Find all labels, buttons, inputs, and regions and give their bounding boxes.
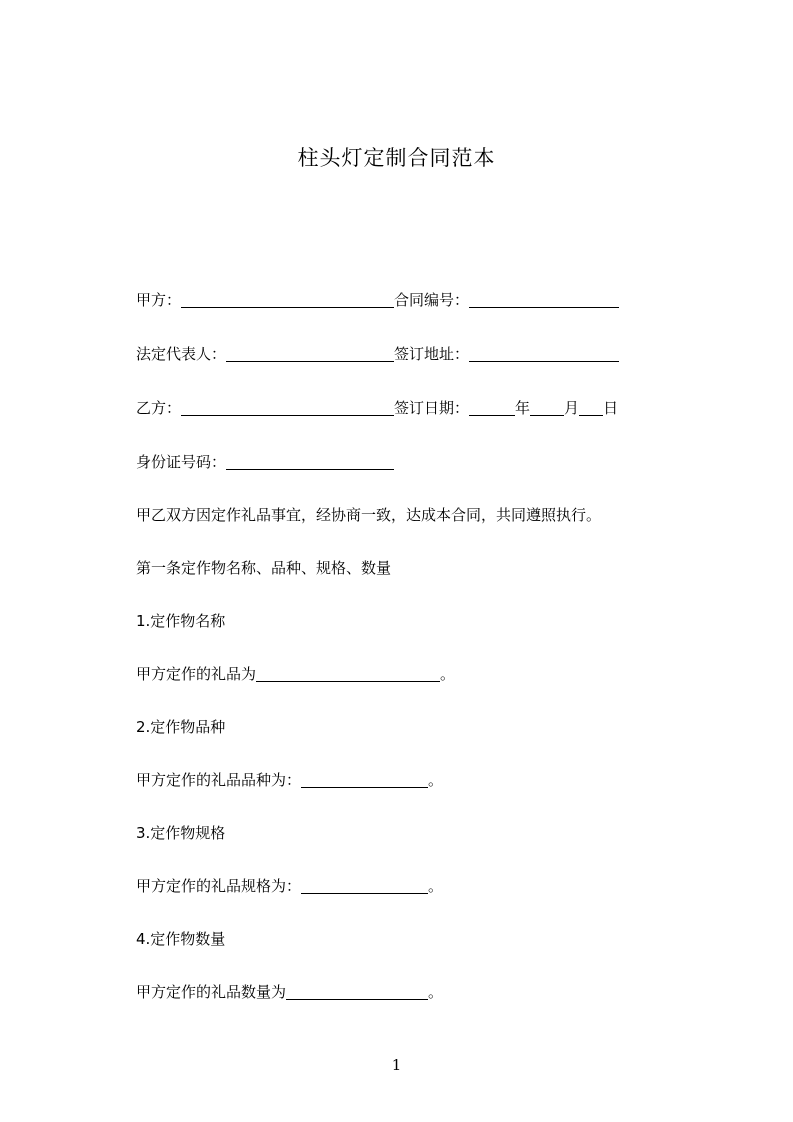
item3-period: 。 xyxy=(428,877,444,895)
sign-day-blank[interactable] xyxy=(579,401,603,416)
item4-text: 甲方定作的礼品数量为 xyxy=(136,983,287,1001)
page-number: 1 xyxy=(391,1056,402,1074)
contract-no-blank[interactable] xyxy=(469,293,619,308)
item2-heading: 2.定作物品种 xyxy=(136,718,226,736)
party-a-label: 甲方： xyxy=(136,291,182,309)
item4-row xyxy=(136,982,443,1002)
item4-period: 。 xyxy=(428,983,444,1001)
legal-rep-label: 法定代表人： xyxy=(136,345,227,363)
item2-period: 。 xyxy=(428,771,444,789)
party-b-label: 乙方： xyxy=(136,399,182,417)
sign-place-blank[interactable] xyxy=(469,347,619,362)
sign-year-blank[interactable] xyxy=(469,401,515,416)
legal-rep-row xyxy=(136,344,619,364)
party-a-row xyxy=(136,290,619,310)
id-no-label: 身份证号码： xyxy=(136,453,227,471)
item4-blank[interactable] xyxy=(286,985,428,1000)
item2-text: 甲方定作的礼品品种为： xyxy=(136,771,302,789)
id-no-blank[interactable] xyxy=(226,455,394,470)
party-b-blank[interactable] xyxy=(181,401,394,416)
item3-text: 甲方定作的礼品规格为： xyxy=(136,877,302,895)
year-label: 年 xyxy=(515,399,531,417)
item1-blank[interactable] xyxy=(256,667,440,682)
item1-text: 甲方定作的礼品为 xyxy=(136,665,257,683)
item4-heading: 4.定作物数量 xyxy=(136,930,226,948)
sign-place-label: 签订地址： xyxy=(394,345,470,363)
document-title: 柱头灯定制合同范本 xyxy=(297,146,496,170)
item3-heading: 3.定作物规格 xyxy=(136,824,226,842)
item2-blank[interactable] xyxy=(301,773,428,788)
item1-period: 。 xyxy=(440,665,456,683)
item2-row xyxy=(136,770,443,790)
sign-date-label: 签订日期： xyxy=(394,399,470,417)
party-b-row xyxy=(136,398,618,418)
item1-row xyxy=(136,664,455,684)
contract-no-label: 合同编号： xyxy=(394,291,470,309)
item1-heading: 1.定作物名称 xyxy=(136,612,226,630)
sign-month-blank[interactable] xyxy=(530,401,564,416)
party-a-blank[interactable] xyxy=(181,293,394,308)
article1-heading: 第一条定作物名称、品种、规格、数量 xyxy=(136,559,392,577)
legal-rep-blank[interactable] xyxy=(226,347,394,362)
item3-blank[interactable] xyxy=(301,879,428,894)
day-label: 日 xyxy=(603,399,619,417)
item3-row xyxy=(136,876,443,896)
intro-paragraph: 甲乙双方因定作礼品事宜，经协商一致，达成本合同，共同遵照执行。 xyxy=(136,506,602,524)
id-no-row xyxy=(136,452,394,472)
month-label: 月 xyxy=(564,399,580,417)
